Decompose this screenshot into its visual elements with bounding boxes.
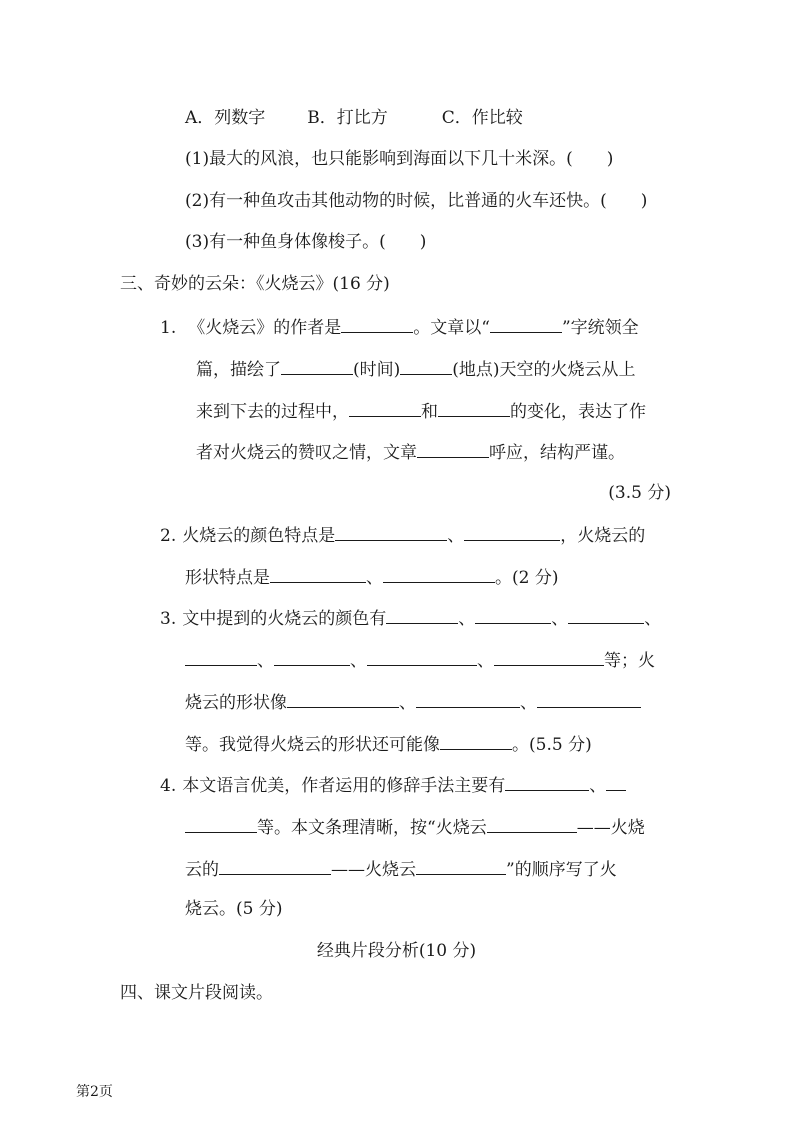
q3-blank-color-1[interactable]	[386, 605, 458, 624]
q2-blank-shape-1[interactable]	[270, 564, 366, 583]
q2-line-1: 2. 火烧云的颜色特点是 、 ，火烧云的	[160, 522, 645, 548]
q1-score: (3.5 分)	[608, 483, 671, 503]
q3-number: 3.	[160, 609, 177, 629]
q1-blank-change-1[interactable]	[349, 398, 421, 417]
q1-blank-time[interactable]	[281, 356, 353, 375]
q1-blank-echo[interactable]	[417, 439, 489, 458]
option-b: B．打比方	[307, 108, 388, 128]
q2-line-2: 形状特点是 、 。(2 分)	[185, 564, 558, 590]
q4-blank-rhetoric-2b[interactable]	[185, 814, 257, 833]
q3-blank-color-6[interactable]	[367, 647, 477, 666]
q3-blank-color-4[interactable]	[185, 647, 257, 666]
option-c: C．作比较	[441, 108, 523, 128]
q3-line-4: 等。我觉得火烧云的形状还可能像 。(5.5 分)	[185, 731, 592, 757]
page-number: 第2页	[76, 1084, 113, 1100]
q4-blank-order-3[interactable]	[416, 856, 506, 875]
q1-blank-place[interactable]	[400, 356, 452, 375]
options-row	[185, 106, 523, 130]
judge-item-1: (1)最大的风浪，也只能影响到海面以下几十米深。( )	[185, 149, 614, 169]
q3-line-3: 烧云的形状像 、 、	[185, 689, 641, 715]
q3-blank-shape-3[interactable]	[537, 689, 641, 708]
q1-line-4: 者对火烧云的赞叹之情，文章 呼应，结构严谨。	[196, 439, 625, 465]
q4-number: 4.	[160, 776, 177, 796]
q3-blank-color-3[interactable]	[568, 605, 644, 624]
q3-line-1: 3. 文中提到的火烧云的颜色有 、 、 、	[160, 605, 661, 631]
q3-blank-color-2[interactable]	[475, 605, 551, 624]
q3-line-2: 、 、 、 等；火	[185, 647, 655, 673]
q3-blank-color-5[interactable]	[274, 647, 350, 666]
option-a: A．列数字	[185, 108, 266, 128]
q1-line-3: 来到下去的过程中， 和 的变化，表达了作	[196, 398, 646, 424]
q1-number: 1.	[160, 318, 177, 338]
q4-line-2: 等。本文条理清晰，按“火烧云 ——火烧	[185, 814, 645, 840]
judge-item-2: (2)有一种鱼攻击其他动物的时候，比普通的火车还快。( )	[185, 191, 648, 211]
q3-blank-imagine[interactable]	[440, 731, 512, 750]
q4-line-3: 云的 ——火烧云 ”的顺序写了火	[185, 856, 617, 882]
q1-line-2: 篇，描绘了 (时间) (地点)天空的火烧云从上	[196, 356, 636, 382]
classic-analysis-heading: 经典片段分析(10 分)	[316, 941, 477, 961]
q4-line-1: 4. 本文语言优美，作者运用的修辞手法主要有 、	[160, 772, 626, 798]
q2-number: 2.	[160, 526, 177, 546]
q1-blank-author[interactable]	[341, 314, 413, 333]
q2-blank-color-1[interactable]	[335, 522, 447, 541]
q4-line-4: 烧云。(5 分)	[185, 899, 283, 919]
q1-blank-keyword[interactable]	[490, 314, 562, 333]
judge-item-3: (3)有一种鱼身体像梭子。( )	[185, 232, 427, 252]
q2-blank-shape-2[interactable]	[383, 564, 495, 583]
q4-blank-order-2[interactable]	[219, 856, 331, 875]
q3-blank-shape-1[interactable]	[287, 689, 399, 708]
q1-blank-change-2[interactable]	[438, 398, 510, 417]
q4-blank-rhetoric-2a[interactable]	[606, 772, 626, 791]
q4-blank-rhetoric-1[interactable]	[505, 772, 589, 791]
q3-blank-shape-2[interactable]	[416, 689, 520, 708]
q1-line-1: 1. 《火烧云》的作者是 。文章以“ ”字统领全	[160, 314, 639, 340]
section-4-heading: 四、课文片段阅读。	[120, 983, 273, 1003]
q4-blank-order-1[interactable]	[487, 814, 577, 833]
q3-blank-color-7[interactable]	[494, 647, 604, 666]
section-3-heading: 三、奇妙的云朵：《火烧云》(16 分)	[120, 274, 390, 294]
q2-blank-color-2[interactable]	[464, 522, 560, 541]
